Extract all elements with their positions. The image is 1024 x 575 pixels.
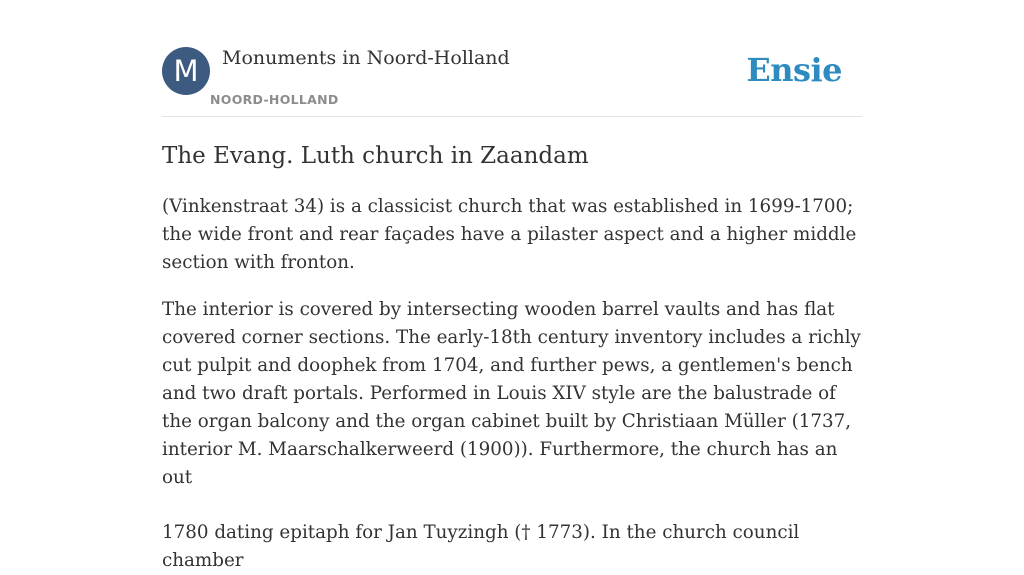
page-container <box>162 0 862 575</box>
avatar[interactable]: M <box>162 47 210 95</box>
article-paragraph-2: The interior is covered by intersecting wooden barrel vaults and has flat covered corner sections. The early-18th century inventory includes a richly cut pulpit and doophek from 1704, and further pews, a gentlemen's bench and two draft portals. Performed in Louis XIV style are the balustrade of the organ balcony and the organ cabinet built by Christiaan Müller (1737, interior M. Maarschalkerweerd (1900)). Furthermore, the church has an out <box>162 299 861 488</box>
article-title: The Evang. Luth church in Zaandam <box>162 143 589 169</box>
ensie-logo[interactable]: Ensie <box>746 51 842 89</box>
category-label[interactable]: NOORD-HOLLAND <box>210 92 339 107</box>
site-title-link[interactable]: Monuments in Noord-Holland <box>222 47 510 69</box>
site-header <box>162 0 862 117</box>
article-paragraph-1: (Vinkenstraat 34) is a classicist church that was established in 1699-1700; the wide front and rear façades have a pilaster aspect and a higher middle section with fronton. <box>162 196 857 273</box>
article-paragraph-3: 1780 dating epitaph for Jan Tuyzingh († 1773). In the church council chamber <box>162 522 800 571</box>
